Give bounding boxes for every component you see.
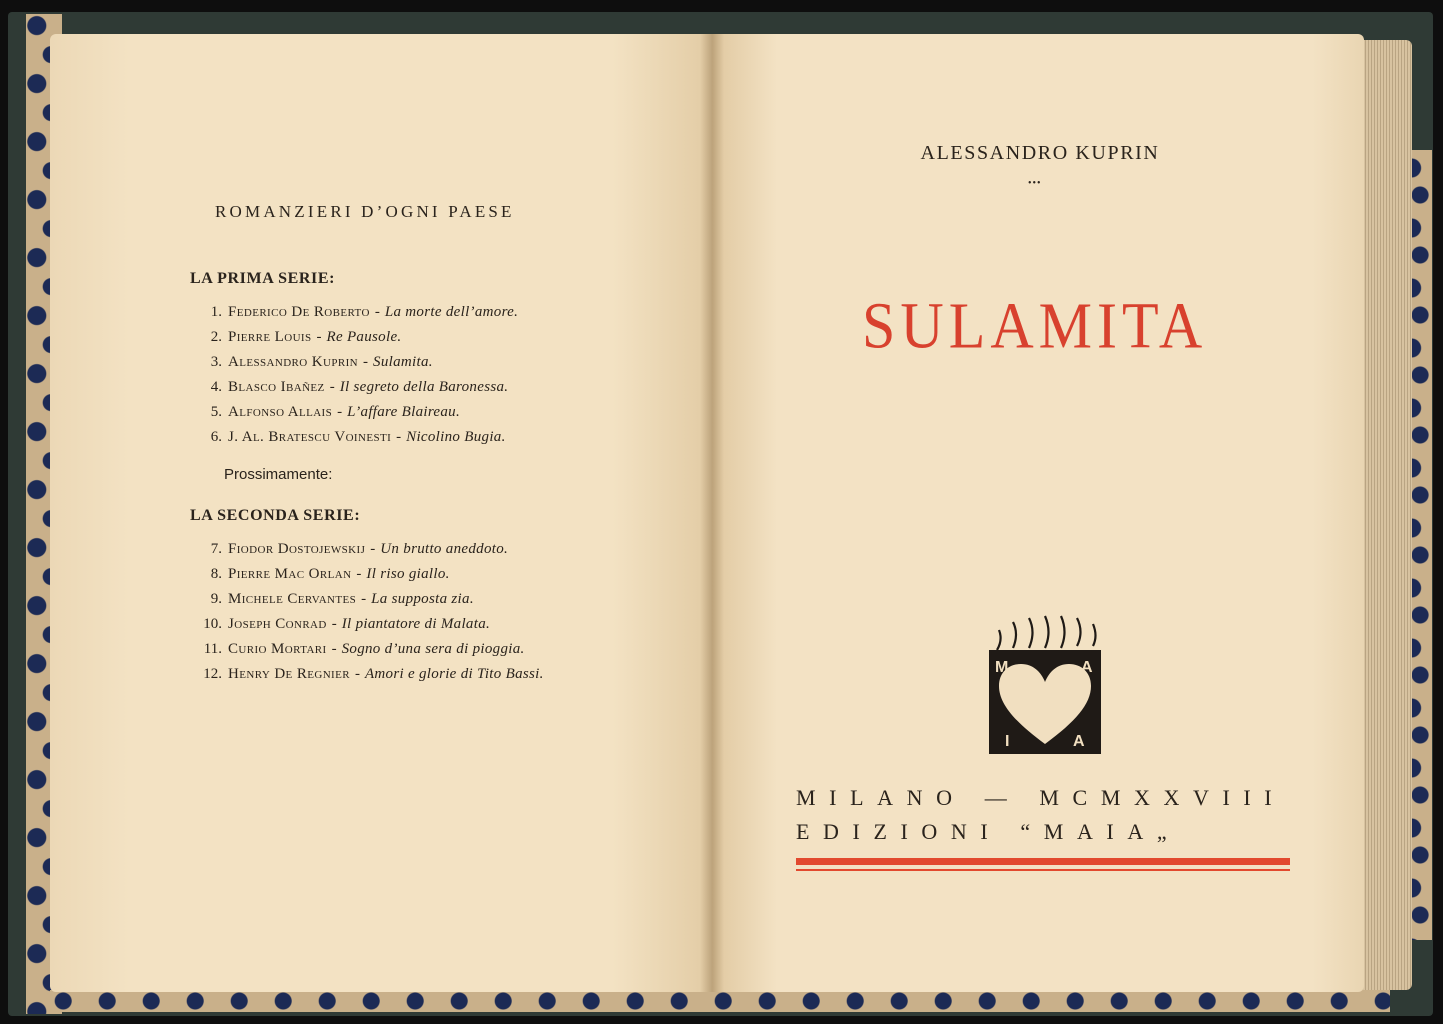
entry-title: Un brutto aneddoto.: [380, 541, 509, 557]
logo-letter-a-top: A: [1081, 659, 1093, 676]
catalog-entry: [198, 429, 506, 446]
entry-title: L’affare Blaireau.: [347, 404, 461, 420]
entry-number: 11.: [203, 641, 222, 657]
entry-title: Il segreto della Baronessa.: [339, 379, 509, 395]
series-title: ROMANZIERI D’OGNI PAESE: [215, 202, 515, 221]
page-edges: [1360, 40, 1412, 990]
coming-soon-label: Prossimamente:: [224, 466, 333, 483]
entry-number: 4.: [210, 379, 222, 395]
entry-title: Sogno d’una sera di pioggia.: [341, 641, 525, 657]
catalog-entry: [198, 354, 433, 371]
entry-separator: -: [331, 616, 337, 632]
entry-author: Federico De Roberto: [228, 304, 370, 320]
entry-author: Michele Cervantes: [228, 591, 357, 607]
first-series-heading: LA PRIMA SERIE:: [190, 270, 336, 287]
entry-author: Blasco Ibañez: [228, 379, 325, 395]
entry-separator: -: [354, 666, 360, 682]
entry-title: Sulamita.: [373, 354, 433, 370]
entry-separator: -: [337, 404, 343, 420]
catalog-entry: [198, 404, 460, 421]
entry-separator: -: [361, 591, 367, 607]
book-author: ALESSANDRO KUPRIN: [920, 142, 1160, 164]
entry-number: 5.: [210, 404, 222, 420]
catalog-entry: [198, 641, 525, 658]
catalog-entry: [198, 329, 401, 346]
catalog-entry: [198, 666, 544, 683]
red-rule-thin: [796, 869, 1290, 871]
entry-separator: -: [370, 541, 376, 557]
red-rule-thick: [796, 858, 1290, 865]
ornament-dots: •••: [1028, 178, 1042, 189]
logo-letter-a-bottom: A: [1073, 733, 1085, 750]
catalog-entry: [198, 616, 490, 633]
entry-number: 9.: [210, 591, 222, 607]
entry-author: Pierre Louis: [228, 329, 312, 345]
entry-title: La supposta zia.: [371, 591, 474, 607]
entry-separator: -: [331, 641, 337, 657]
imprint-city-year: MILANO — MCMXXVIII: [796, 785, 1286, 810]
entry-number: 2.: [210, 329, 222, 345]
logo-letter-m: M: [995, 659, 1009, 676]
entry-separator: -: [356, 566, 362, 582]
entry-author: Joseph Conrad: [228, 616, 327, 632]
second-series-heading: LA SECONDA SERIE:: [190, 507, 361, 524]
catalog-entry: [198, 541, 508, 558]
logo-letter-i: I: [1005, 733, 1010, 750]
entry-title: Il riso giallo.: [366, 566, 450, 582]
catalog-entry: [198, 566, 450, 583]
entry-number: 6.: [210, 429, 222, 445]
entry-number: 8.: [210, 566, 222, 582]
entry-number: 12.: [203, 666, 222, 682]
marbled-endpaper-bottom: [50, 990, 1390, 1012]
entry-author: Pierre Mac Orlan: [228, 566, 352, 582]
maia-heart-logo-icon: [985, 612, 1107, 758]
entry-author: Fiodor Dostojewskij: [228, 541, 366, 557]
book-gutter: [700, 34, 724, 992]
entry-author: Henry De Regnier: [228, 666, 350, 682]
entry-title: Nicolino Bugia.: [406, 429, 506, 445]
imprint-publisher: EDIZIONI “MAIA„: [796, 819, 1181, 844]
entry-separator: -: [363, 354, 369, 370]
entry-separator: -: [316, 329, 322, 345]
entry-number: 7.: [210, 541, 222, 557]
left-page: [50, 34, 712, 992]
catalog-entry: [198, 304, 518, 321]
entry-title: Re Pausole.: [326, 329, 402, 345]
entry-author: Alessandro Kuprin: [228, 354, 359, 370]
entry-number: 10.: [203, 616, 222, 632]
entry-author: J. Al. Bratescu Voinesti: [228, 429, 392, 445]
entry-title: Il piantatore di Malata.: [341, 616, 491, 632]
entry-title: Amori e glorie di Tito Bassi.: [364, 666, 544, 682]
entry-number: 1.: [210, 304, 222, 320]
entry-separator: -: [396, 429, 402, 445]
catalog-entry: [198, 379, 508, 396]
entry-author: Curio Mortari: [228, 641, 327, 657]
entry-separator: -: [329, 379, 335, 395]
entry-author: Alfonso Allais: [228, 404, 333, 420]
entry-title: La morte dell’amore.: [384, 304, 519, 320]
book-title: SULAMITA: [862, 289, 1208, 362]
catalog-entry: [198, 591, 474, 608]
entry-separator: -: [374, 304, 380, 320]
entry-number: 3.: [210, 354, 222, 370]
